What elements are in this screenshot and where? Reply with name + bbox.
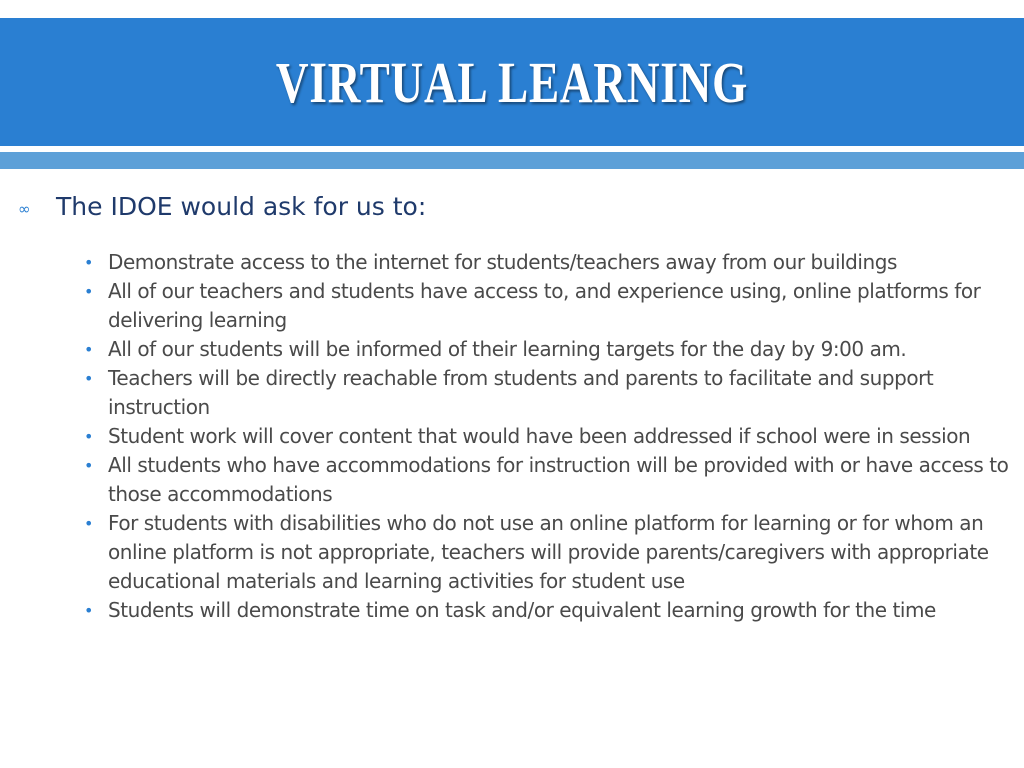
bullet-text: All of our teachers and students have access to, and experience using, online platforms for delivering learning: [108, 279, 981, 332]
bullet-text: Teachers will be directly reachable from students and parents to facilitate and support instruction: [108, 366, 934, 419]
bullet-item: [84, 277, 1014, 335]
bullet-dot-icon: •: [84, 427, 93, 446]
curly-loop-bullet-icon: ∞: [18, 199, 31, 218]
bullet-dot-icon: •: [84, 514, 93, 533]
bullet-item: [84, 451, 1014, 509]
bullet-item: [84, 509, 1014, 596]
bullet-dot-icon: •: [84, 340, 93, 359]
lead-line: [18, 192, 426, 221]
bullet-item: [84, 422, 1014, 451]
bullet-dot-icon: •: [84, 282, 93, 301]
accent-stripe: [0, 152, 1024, 169]
bullet-dot-icon: •: [84, 601, 93, 620]
bullet-text: Demonstrate access to the internet for students/teachers away from our buildings: [108, 250, 897, 274]
bullet-item: [84, 596, 1014, 625]
bullet-dot-icon: •: [84, 253, 93, 272]
bullet-text: For students with disabilities who do not use an online platform for learning or for whom an online platform is not appropriate, teachers will provide parents/caregivers with appropriate educational materials and learning activities for student use: [108, 511, 989, 593]
bullet-text: All of our students will be informed of their learning targets for the day by 9:00 am.: [108, 337, 907, 361]
bullet-dot-icon: •: [84, 369, 93, 388]
bullet-item: [84, 248, 1014, 277]
bullet-text: Students will demonstrate time on task and/or equivalent learning growth for the time: [108, 598, 936, 622]
bullet-text: All students who have accommodations for instruction will be provided with or have access to those accommodations: [108, 453, 1009, 506]
bullet-item: [84, 364, 1014, 422]
lead-text: The IDOE would ask for us to:: [56, 192, 427, 221]
bullet-list: [84, 248, 1014, 625]
slide-title: VIRTUAL LEARNING: [275, 49, 749, 115]
bullet-item: [84, 335, 1014, 364]
bullet-dot-icon: •: [84, 456, 93, 475]
bullet-text: Student work will cover content that would have been addressed if school were in session: [108, 424, 971, 448]
